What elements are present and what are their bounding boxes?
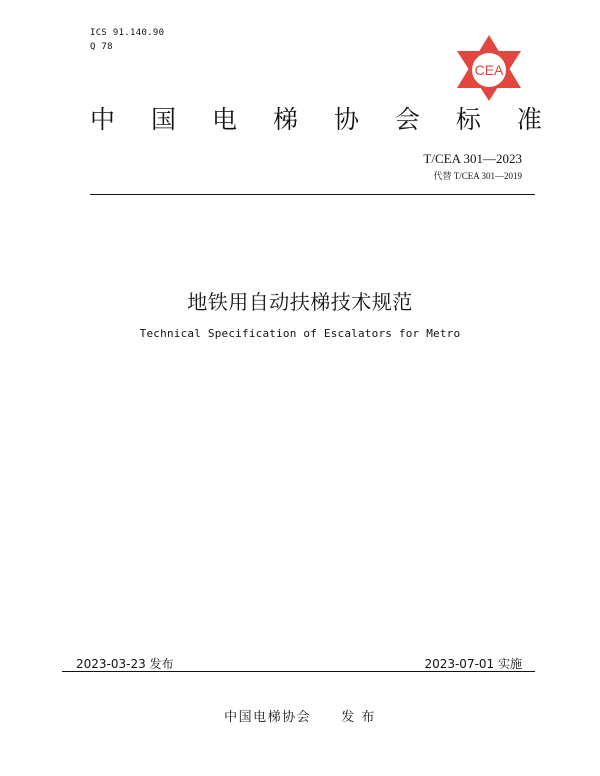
org-title-char: 协 xyxy=(333,105,359,134)
standard-number: T/CEA 301—2023 xyxy=(423,151,522,166)
replaces-standard: 代替 T/CEA 301—2019 xyxy=(433,171,522,181)
header-rule xyxy=(90,194,535,195)
classification-block xyxy=(90,27,164,55)
org-title-char: 国 xyxy=(150,105,176,134)
org-standard-title xyxy=(90,104,542,136)
ics-code: ICS 91.140.90 xyxy=(90,28,165,38)
publisher-line xyxy=(0,706,600,725)
org-title-char: 准 xyxy=(516,105,542,134)
title-english: Technical Specification of Escalators for Metro xyxy=(139,327,461,340)
issue-date: 2023-03-23 发布 xyxy=(76,657,174,671)
org-title-char: 会 xyxy=(394,105,420,134)
org-title-char: 梯 xyxy=(272,105,298,134)
footer-rule xyxy=(62,671,535,672)
ccs-code: Q 78 xyxy=(90,42,113,52)
org-title-char: 标 xyxy=(455,105,481,134)
implementation-date: 2023-07-01 实施 xyxy=(424,657,522,671)
logo-text: CEA xyxy=(474,62,504,78)
org-title-char: 电 xyxy=(211,105,237,134)
org-title-char: 中 xyxy=(90,105,116,134)
publisher-action: 发 布 xyxy=(341,710,376,725)
title-chinese: 地铁用自动扶梯技术规范 xyxy=(187,290,413,314)
cea-logo xyxy=(455,33,523,103)
publisher-name: 中国电梯协会 xyxy=(224,710,312,725)
